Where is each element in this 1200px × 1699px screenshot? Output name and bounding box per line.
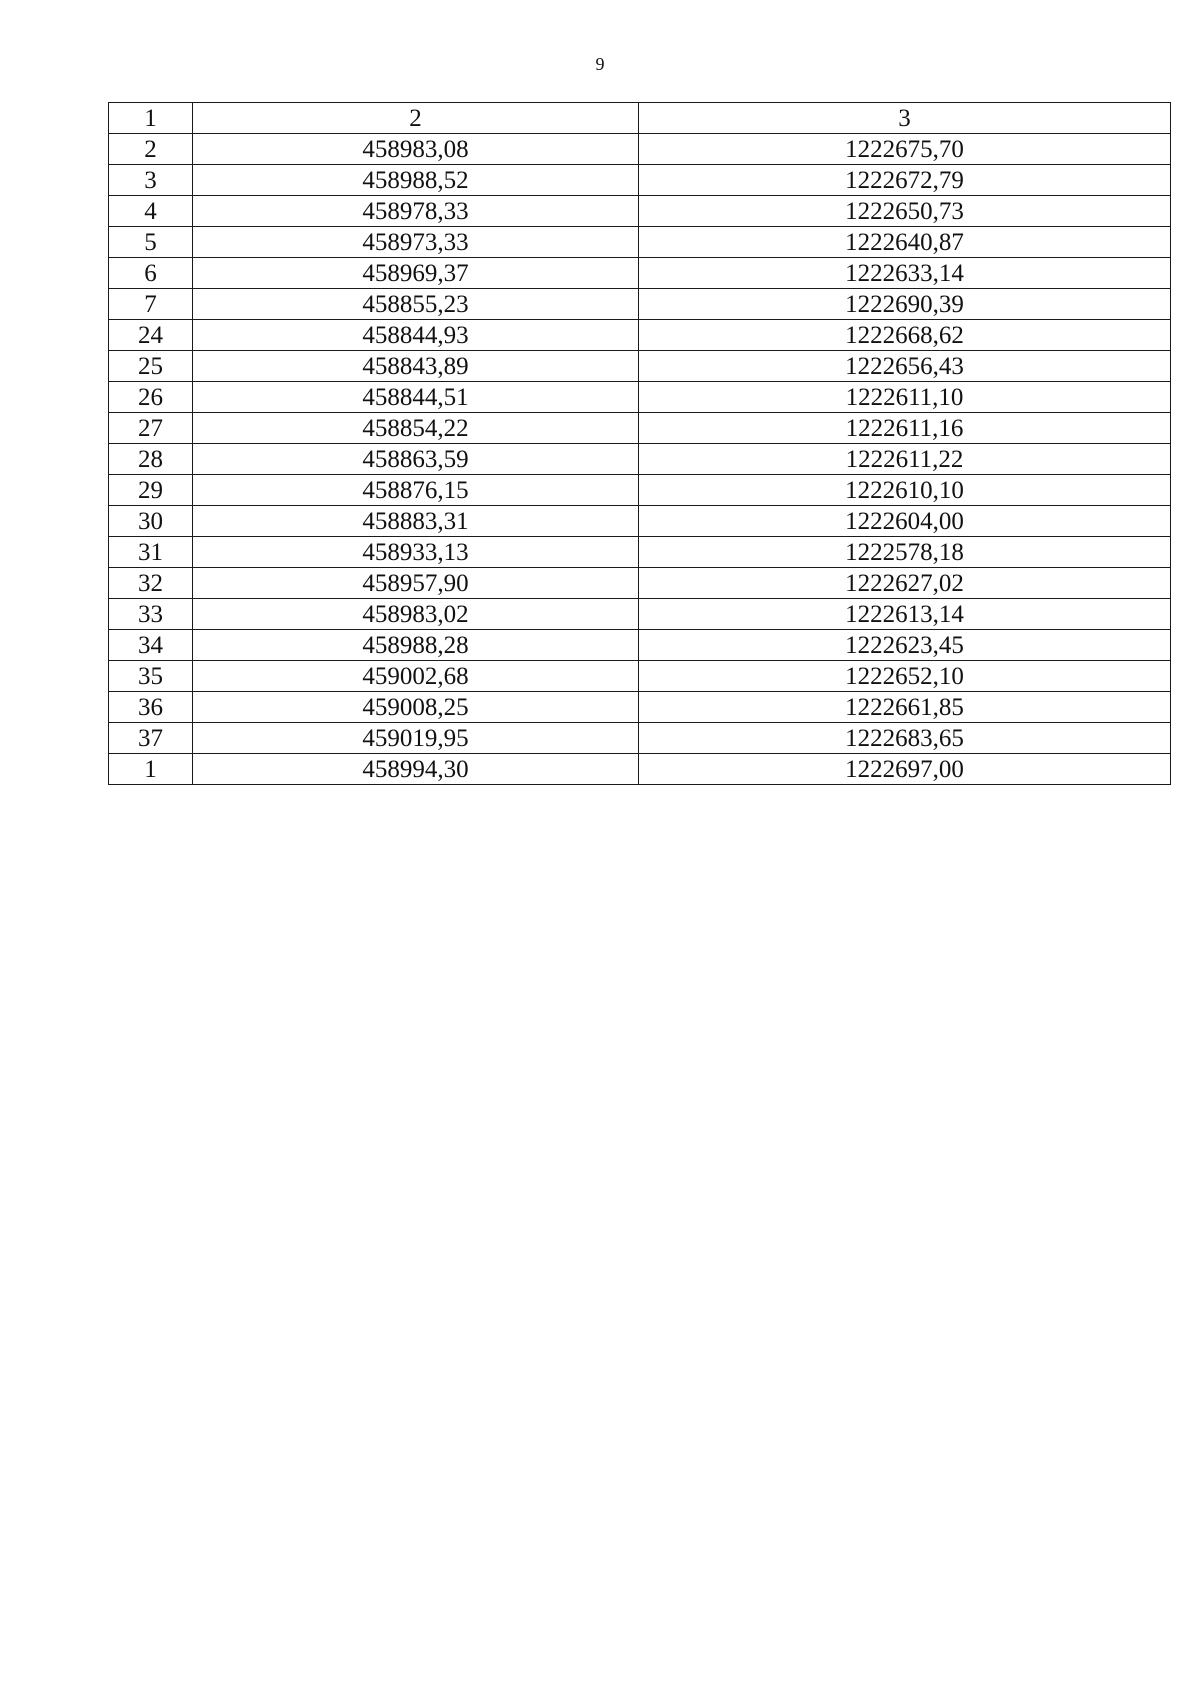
cell-y-coordinate: 1222652,10 <box>639 661 1171 692</box>
cell-x-coordinate: 458969,37 <box>193 258 639 289</box>
table-row <box>109 134 1171 165</box>
table-row <box>109 258 1171 289</box>
cell-point-number: 29 <box>109 475 193 506</box>
cell-x-coordinate: 458876,15 <box>193 475 639 506</box>
table-row <box>109 227 1171 258</box>
table-row <box>109 506 1171 537</box>
cell-point-number: 2 <box>109 134 193 165</box>
header-cell-point: 1 <box>109 103 193 134</box>
cell-y-coordinate: 1222611,10 <box>639 382 1171 413</box>
cell-point-number: 27 <box>109 413 193 444</box>
cell-y-coordinate: 1222640,87 <box>639 227 1171 258</box>
cell-x-coordinate: 458855,23 <box>193 289 639 320</box>
table-row <box>109 475 1171 506</box>
cell-point-number: 7 <box>109 289 193 320</box>
cell-x-coordinate: 458983,08 <box>193 134 639 165</box>
page-number: 9 <box>595 54 605 74</box>
cell-x-coordinate: 458978,33 <box>193 196 639 227</box>
cell-point-number: 37 <box>109 723 193 754</box>
table-header-row <box>109 103 1171 134</box>
cell-y-coordinate: 1222690,39 <box>639 289 1171 320</box>
table-row <box>109 661 1171 692</box>
cell-point-number: 36 <box>109 692 193 723</box>
table-row <box>109 444 1171 475</box>
table-row <box>109 196 1171 227</box>
cell-y-coordinate: 1222610,10 <box>639 475 1171 506</box>
cell-x-coordinate: 459008,25 <box>193 692 639 723</box>
coordinates-table <box>108 102 1171 785</box>
cell-x-coordinate: 458863,59 <box>193 444 639 475</box>
cell-y-coordinate: 1222578,18 <box>639 537 1171 568</box>
cell-x-coordinate: 458994,30 <box>193 754 639 785</box>
cell-y-coordinate: 1222613,14 <box>639 599 1171 630</box>
cell-x-coordinate: 458883,31 <box>193 506 639 537</box>
table-row <box>109 413 1171 444</box>
cell-x-coordinate: 458844,93 <box>193 320 639 351</box>
cell-y-coordinate: 1222633,14 <box>639 258 1171 289</box>
cell-point-number: 6 <box>109 258 193 289</box>
cell-y-coordinate: 1222623,45 <box>639 630 1171 661</box>
cell-y-coordinate: 1222668,62 <box>639 320 1171 351</box>
table-row <box>109 382 1171 413</box>
cell-point-number: 31 <box>109 537 193 568</box>
cell-point-number: 24 <box>109 320 193 351</box>
cell-point-number: 34 <box>109 630 193 661</box>
cell-x-coordinate: 458988,28 <box>193 630 639 661</box>
table-row <box>109 289 1171 320</box>
cell-x-coordinate: 458843,89 <box>193 351 639 382</box>
header-cell-y: 3 <box>639 103 1171 134</box>
table-row <box>109 537 1171 568</box>
cell-y-coordinate: 1222650,73 <box>639 196 1171 227</box>
cell-x-coordinate: 458988,52 <box>193 165 639 196</box>
cell-point-number: 4 <box>109 196 193 227</box>
cell-point-number: 3 <box>109 165 193 196</box>
cell-y-coordinate: 1222697,00 <box>639 754 1171 785</box>
table-row <box>109 630 1171 661</box>
cell-x-coordinate: 459002,68 <box>193 661 639 692</box>
cell-y-coordinate: 1222611,16 <box>639 413 1171 444</box>
cell-point-number: 25 <box>109 351 193 382</box>
cell-point-number: 35 <box>109 661 193 692</box>
cell-x-coordinate: 458957,90 <box>193 568 639 599</box>
cell-y-coordinate: 1222675,70 <box>639 134 1171 165</box>
table-body <box>109 103 1171 785</box>
cell-y-coordinate: 1222672,79 <box>639 165 1171 196</box>
cell-point-number: 26 <box>109 382 193 413</box>
table-row <box>109 692 1171 723</box>
table-row <box>109 351 1171 382</box>
table-row <box>109 723 1171 754</box>
cell-point-number: 28 <box>109 444 193 475</box>
cell-x-coordinate: 459019,95 <box>193 723 639 754</box>
cell-point-number: 5 <box>109 227 193 258</box>
cell-x-coordinate: 458844,51 <box>193 382 639 413</box>
table-row <box>109 754 1171 785</box>
cell-y-coordinate: 1222683,65 <box>639 723 1171 754</box>
table-row <box>109 165 1171 196</box>
table-row <box>109 320 1171 351</box>
table-row <box>109 599 1171 630</box>
cell-point-number: 32 <box>109 568 193 599</box>
cell-x-coordinate: 458973,33 <box>193 227 639 258</box>
cell-y-coordinate: 1222611,22 <box>639 444 1171 475</box>
cell-point-number: 33 <box>109 599 193 630</box>
cell-point-number: 1 <box>109 754 193 785</box>
cell-x-coordinate: 458933,13 <box>193 537 639 568</box>
cell-x-coordinate: 458983,02 <box>193 599 639 630</box>
cell-y-coordinate: 1222604,00 <box>639 506 1171 537</box>
cell-y-coordinate: 1222627,02 <box>639 568 1171 599</box>
table-row <box>109 568 1171 599</box>
cell-y-coordinate: 1222656,43 <box>639 351 1171 382</box>
header-cell-x: 2 <box>193 103 639 134</box>
cell-point-number: 30 <box>109 506 193 537</box>
cell-x-coordinate: 458854,22 <box>193 413 639 444</box>
cell-y-coordinate: 1222661,85 <box>639 692 1171 723</box>
